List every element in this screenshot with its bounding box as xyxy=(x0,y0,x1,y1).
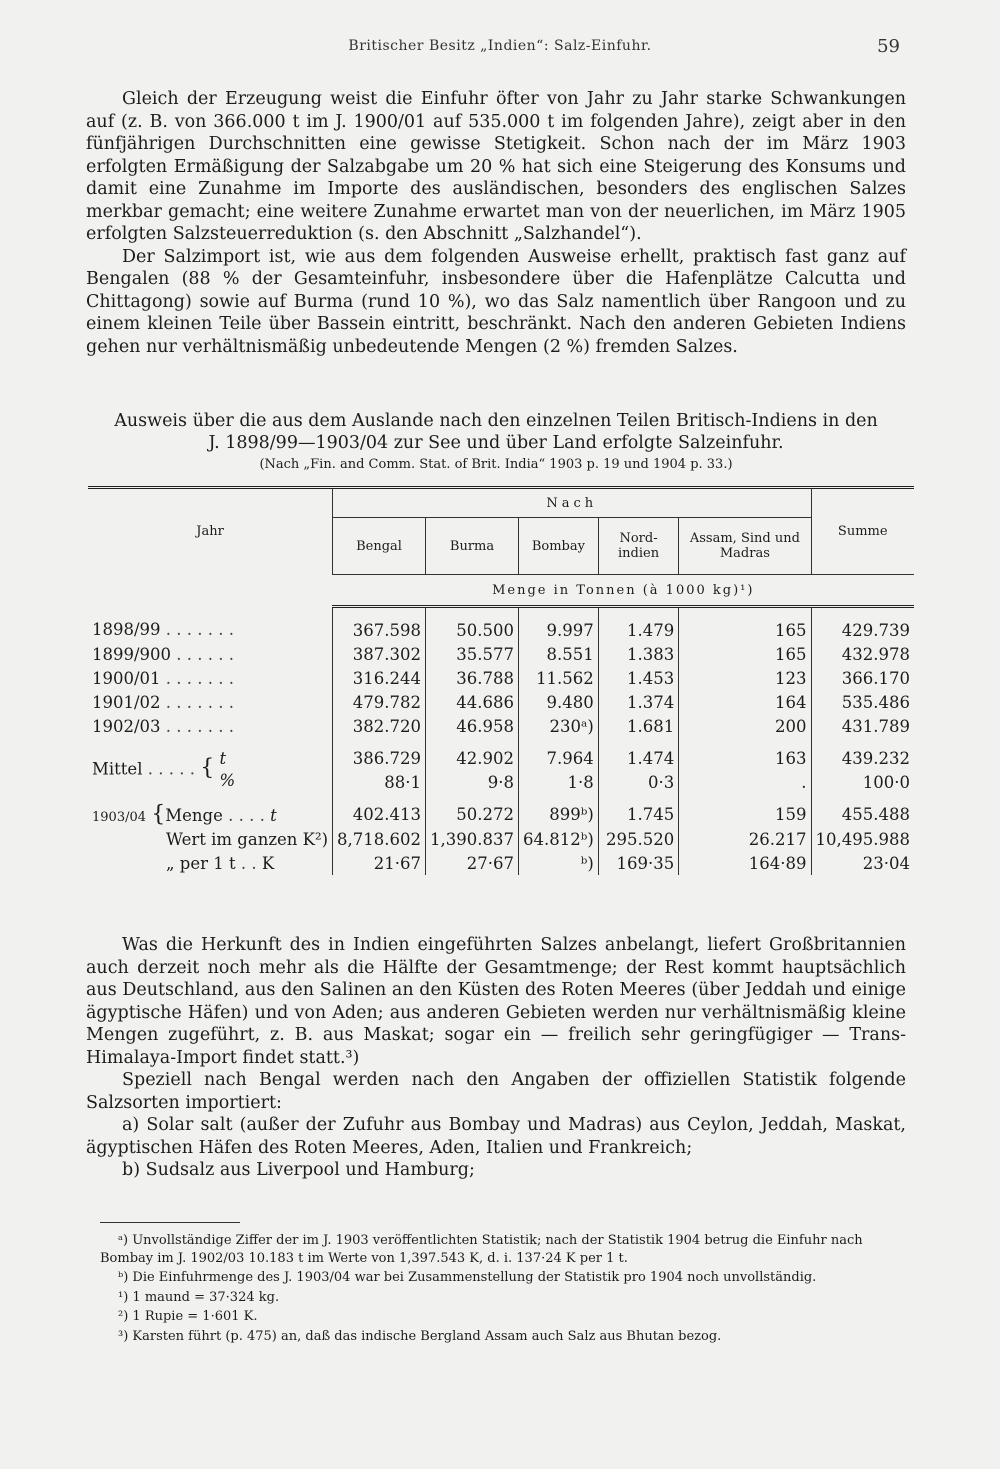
cell: 64.812ᵇ) xyxy=(519,827,599,851)
table-title-line-2: J. 1898/99—1903/04 zur See und über Land erfolgte Salzeinfuhr. xyxy=(208,433,784,453)
jahr-header: Jahr xyxy=(196,524,224,540)
year-1903-label: 1903/04 xyxy=(92,810,147,825)
cell: 100·0 xyxy=(811,770,914,794)
table-source: (Nach „Fin. and Comm. Stat. of Brit. India“ 1903 p. 19 und 1904 p. 33.) xyxy=(259,457,733,472)
cell: 1.474 xyxy=(598,738,678,770)
cell: 164·89 xyxy=(679,851,811,875)
cell: . xyxy=(679,770,811,794)
cell: 8,718.602 xyxy=(333,827,426,851)
footnote-1: ¹) 1 maund = 37·324 kg. xyxy=(118,1289,280,1305)
cell: 386.729 xyxy=(333,738,426,770)
footnote-a: ᵃ) Unvollständige Ziffer der im J. 1903 veröffentlichten Statistik; nach der Statistik 1904 betrug die Einfuhr nach Bombay im J. 1902/03 10.183 t im Werte von 1,397.543 K, d. i. 137·24 K per 1 t. xyxy=(100,1233,863,1266)
cell: 429.739 xyxy=(811,607,914,643)
cell: 1,390.837 xyxy=(426,827,519,851)
cell: 295.520 xyxy=(598,827,678,851)
cell: 169·35 xyxy=(598,851,678,875)
cell: 26.217 xyxy=(679,827,811,851)
cell: 159 xyxy=(679,794,811,827)
list-item-a: a) Solar salt (außer der Zufuhr aus Bombay und Madras) aus Ceylon, Jeddah, Maskat, ägyptischen Häfen des Roten Meeres, Aden, Italien und Frankreich; xyxy=(86,1115,906,1158)
cell: 1·8 xyxy=(519,770,599,794)
salt-import-table xyxy=(88,486,914,875)
cell: 42.902 xyxy=(426,738,519,770)
intro-paragraph-2: Der Salzimport ist, wie aus dem folgenden Ausweise erhellt, praktisch fast ganz auf Bengalen (88 % der Gesamteinfuhr, insbesondere über die Hafenplätze Calcutta und Chittagong) sowie auf Burma (rund 10 %), wo das Salz namentlich über Rangoon und zu einem kleinen Teile über Bassein eintritt, beschränkt. Nach den anderen Gebieten Indiens gehen nur verhältnismäßig unbedeutende Mengen (2 %) fremden Salzes. xyxy=(86,246,906,357)
cell: 10,495.988 xyxy=(811,827,914,851)
cell: 50.272 xyxy=(426,794,519,827)
list-item-b: b) Sudsalz aus Liverpool und Hamburg; xyxy=(122,1160,475,1180)
cell: 1.479 xyxy=(598,607,678,643)
cell: 431.789 xyxy=(811,714,914,738)
cell: 402.413 xyxy=(333,794,426,827)
cell: 387.302 xyxy=(333,642,426,666)
running-head: Britischer Besitz „Indien“: Salz-Einfuhr. xyxy=(348,38,652,54)
row-label: 1901/02 xyxy=(92,692,161,712)
cell: 316.244 xyxy=(333,666,426,690)
cell: 164 xyxy=(679,690,811,714)
table-row: 1898/99 . . . . . . . 367.598 50.500 9.997 1.479 165 429.739 xyxy=(88,607,914,643)
cell: 0·3 xyxy=(598,770,678,794)
cell: 1.681 xyxy=(598,714,678,738)
col-header-nordindien: Nord-indien xyxy=(598,518,678,575)
cell: 230ᵃ) xyxy=(519,714,599,738)
cell: 123 xyxy=(679,666,811,690)
table-row: 1899/900 . . . . . . 387.302 35.577 8.551 1.383 165 432.978 xyxy=(88,642,914,666)
cell: 200 xyxy=(679,714,811,738)
table-row: 1901/02 . . . . . . . 479.782 44.686 9.480 1.374 164 535.486 xyxy=(88,690,914,714)
cell: 366.170 xyxy=(811,666,914,690)
after-paragraph-2: Speziell nach Bengal werden nach den Angaben der offiziellen Statistik folgende Salzsorten importiert: xyxy=(86,1070,906,1113)
cell: 35.577 xyxy=(426,642,519,666)
cell: 479.782 xyxy=(333,690,426,714)
row-unit: K xyxy=(261,853,275,873)
cell: 1.374 xyxy=(598,690,678,714)
col-header-assam: Assam, Sind und Madras xyxy=(679,518,811,575)
table-row-1903-wert xyxy=(88,827,914,851)
table-row-1903-per-t: „ per 1 t . . K 21·67 27·67 ᵇ) 169·35 164·89 23·04 xyxy=(88,851,914,875)
cell: 165 xyxy=(679,607,811,643)
col-header-bombay: Bombay xyxy=(519,518,599,575)
cell: 1.745 xyxy=(598,794,678,827)
table-row-mittel-t: Mittel . . . . . { t % 386.729 42.902 7.964 1.474 163 439.232 xyxy=(88,738,914,770)
cell: 163 xyxy=(679,738,811,770)
intro-paragraph-1: Gleich der Erzeugung weist die Einfuhr öfter von Jahr zu Jahr starke Schwankungen auf (z. B. von 366.000 t im J. 1900/01 auf 535.000 t im folgenden Jahre), zeigt aber in den fünfjährigen Durchschnitten eine gewisse Stetigkeit. Schon nach der im März 1903 erfolgten Ermäßigung der Salzabgabe um 20 % hat sich eine Steigerung des Konsums und damit eine Zunahme im Importe des ausländischen, besonders des englischen Salzes merkbar gemacht; eine weitere Zunahme erwartet man von der neuerlichen, im März 1905 erfolgten Salzsteuerreduktion (s. den Abschnitt „Salzhandel“). xyxy=(86,89,906,244)
cell: 44.686 xyxy=(426,690,519,714)
col-header-bengal: Bengal xyxy=(333,518,426,575)
cell: 23·04 xyxy=(811,851,914,875)
cell: 21·67 xyxy=(333,851,426,875)
cell: 88·1 xyxy=(333,770,426,794)
footnote-2: ²) 1 Rupie = 1·601 K. xyxy=(118,1309,258,1324)
cell: 9.997 xyxy=(519,607,599,643)
cell: 165 xyxy=(679,642,811,666)
cell: 535.486 xyxy=(811,690,914,714)
table-row: 1900/01 . . . . . . . 316.244 36.788 11.562 1.453 123 366.170 xyxy=(88,666,914,690)
table-row: 1902/03 . . . . . . . 382.720 46.958 230ᵃ) 1.681 200 431.789 xyxy=(88,714,914,738)
col-header-burma: Burma xyxy=(426,518,519,575)
cell: 46.958 xyxy=(426,714,519,738)
cell: 27·67 xyxy=(426,851,519,875)
mittel-unit-t: t xyxy=(219,749,227,768)
row-label: Wert im ganzen K²) xyxy=(166,829,329,849)
cell: 382.720 xyxy=(333,714,426,738)
cell: 7.964 xyxy=(519,738,599,770)
table-title xyxy=(86,410,906,476)
table-title-line-1: Ausweis über die aus dem Auslande nach den einzelnen Teilen Britisch-Indiens in den xyxy=(114,411,878,431)
cell: 432.978 xyxy=(811,642,914,666)
nach-header: Nach xyxy=(333,488,811,518)
cell: 11.562 xyxy=(519,666,599,690)
row-label: 1899/900 xyxy=(92,644,172,664)
cell: 8.551 xyxy=(519,642,599,666)
cell: 1.383 xyxy=(598,642,678,666)
footnote-b: ᵇ) Die Einfuhrmenge des J. 1903/04 war bei Zusammenstellung der Statistik pro 1904 noch unvollständig. xyxy=(118,1270,817,1285)
footnote-3: ³) Karsten führt (p. 475) an, daß das indische Bergland Assam auch Salz aus Bhutan bezog. xyxy=(118,1328,722,1344)
row-label: 1902/03 xyxy=(92,716,161,736)
cell: 9·8 xyxy=(426,770,519,794)
summe-header: Summe xyxy=(811,488,914,575)
after-paragraph-1: Was die Herkunft des in Indien eingeführten Salzes anbelangt, liefert Großbritannien auch derzeit noch mehr als die Hälfte der Gesamtmenge; der Rest kommt hauptsächlich aus Deutschland, aus den Salinen an den Küsten des Roten Meeres (über Jeddah und einige ägyptische Häfen) und von Aden; aus anderen Gebieten werden nur verhältnismäßig kleine Mengen zugeführt, z. B. aus Maskat; sogar ein — freilich sehr geringfügiger — Trans-Himalaya-Import findet statt.³) xyxy=(86,935,906,1068)
row-label: 1898/99 xyxy=(92,619,161,639)
row-label: Menge xyxy=(165,806,223,825)
cell: ᵇ) xyxy=(519,851,599,875)
mittel-unit-pct: % xyxy=(219,771,236,790)
footnotes xyxy=(100,1232,910,1347)
after-table-text xyxy=(86,934,906,1182)
row-unit: t xyxy=(270,806,277,825)
cell: 9.480 xyxy=(519,690,599,714)
cell: 50.500 xyxy=(426,607,519,643)
footnote-divider xyxy=(100,1222,240,1223)
unit-header: Menge in Tonnen (à 1000 kg)¹) xyxy=(333,575,914,607)
page-number: 59 xyxy=(877,36,900,57)
table-row-1903-menge: 1903/04 {Menge . . . . t 402.413 50.272 899ᵇ) 1.745 159 455.488 xyxy=(88,794,914,827)
cell: 455.488 xyxy=(811,794,914,827)
cell: 36.788 xyxy=(426,666,519,690)
cell: 367.598 xyxy=(333,607,426,643)
intro-text xyxy=(86,88,906,358)
row-label: 1900/01 xyxy=(92,668,161,688)
mittel-label: Mittel xyxy=(92,759,143,779)
cell: 899ᵇ) xyxy=(519,794,599,827)
row-label: „ per 1 t xyxy=(166,853,236,873)
cell: 1.453 xyxy=(598,666,678,690)
cell: 439.232 xyxy=(811,738,914,770)
